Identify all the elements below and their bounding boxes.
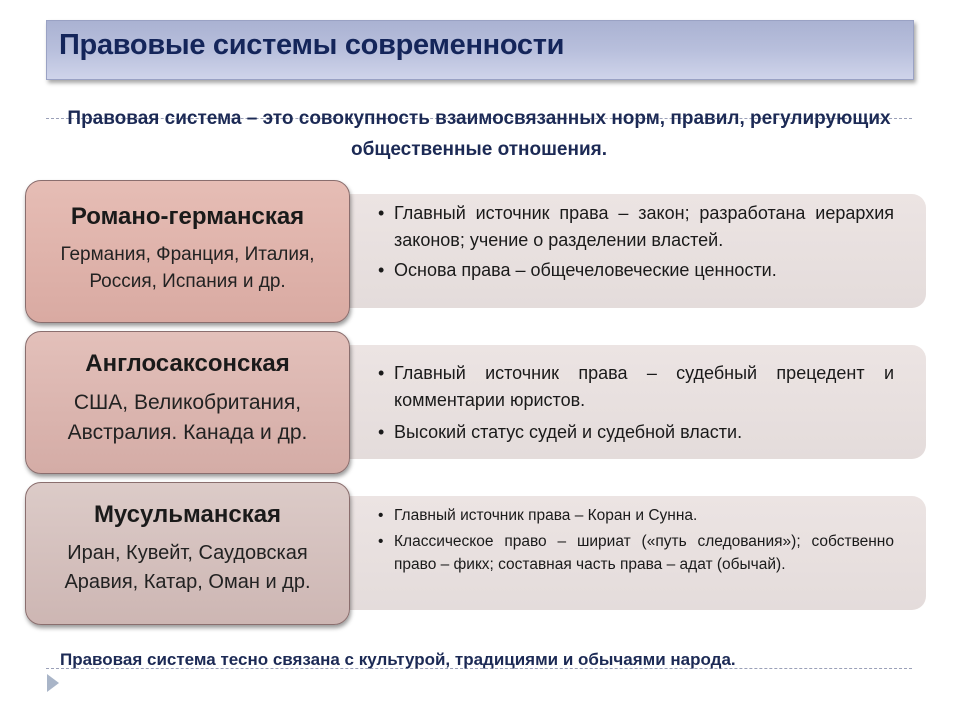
definition-text: Правовая система – это совокупность взаимосвязанных норм, правил, регулирующих общественные отношения. [67,108,891,160]
next-slide-arrow-icon[interactable] [47,674,59,692]
system-box-muslim [25,482,350,625]
footer-note: Правовая система тесно связана с культурой, традициями и обычаями народа. [60,650,736,669]
feature-item: • Главный источник права – Коран и Сунна. [378,504,894,527]
page-title: Правовые системы современности [59,29,565,61]
system-name: Мусульманская [93,501,282,528]
system-box-anglo-saxon [25,331,350,474]
feature-item: • Классическое право – шириат («путь следования»); собственно право – фикх; составная часть права – адат (обычай). [378,530,894,576]
system-countries: Германия, Франция, Италия, Россия, Испания и др. [60,244,315,292]
feature-item: • Главный источник права – закон; разработана иерархия законов; учение о разделении властей. [378,200,894,254]
system-countries: Иран, Кувейт, Саудовская Аравия, Катар, Оман и др. [64,542,311,593]
features-panel-muslim [348,496,926,610]
feature-item: • Главный источник права – судебный прецедент и комментарии юристов. [378,360,894,414]
feature-item: • Основа права – общечеловеческие ценности. [378,257,894,284]
features-panel-anglo-saxon [348,345,926,459]
system-box-romano-germanic [25,180,350,323]
title-bar [46,20,914,80]
system-name: Романо-германская [70,203,305,230]
system-countries: США, Великобритания, Австралия. Канада и др. [67,391,308,444]
features-panel-romano-germanic [348,194,926,308]
feature-item: • Высокий статус судей и судебной власти. [378,419,894,446]
system-name: Англосаксонская [85,350,290,377]
